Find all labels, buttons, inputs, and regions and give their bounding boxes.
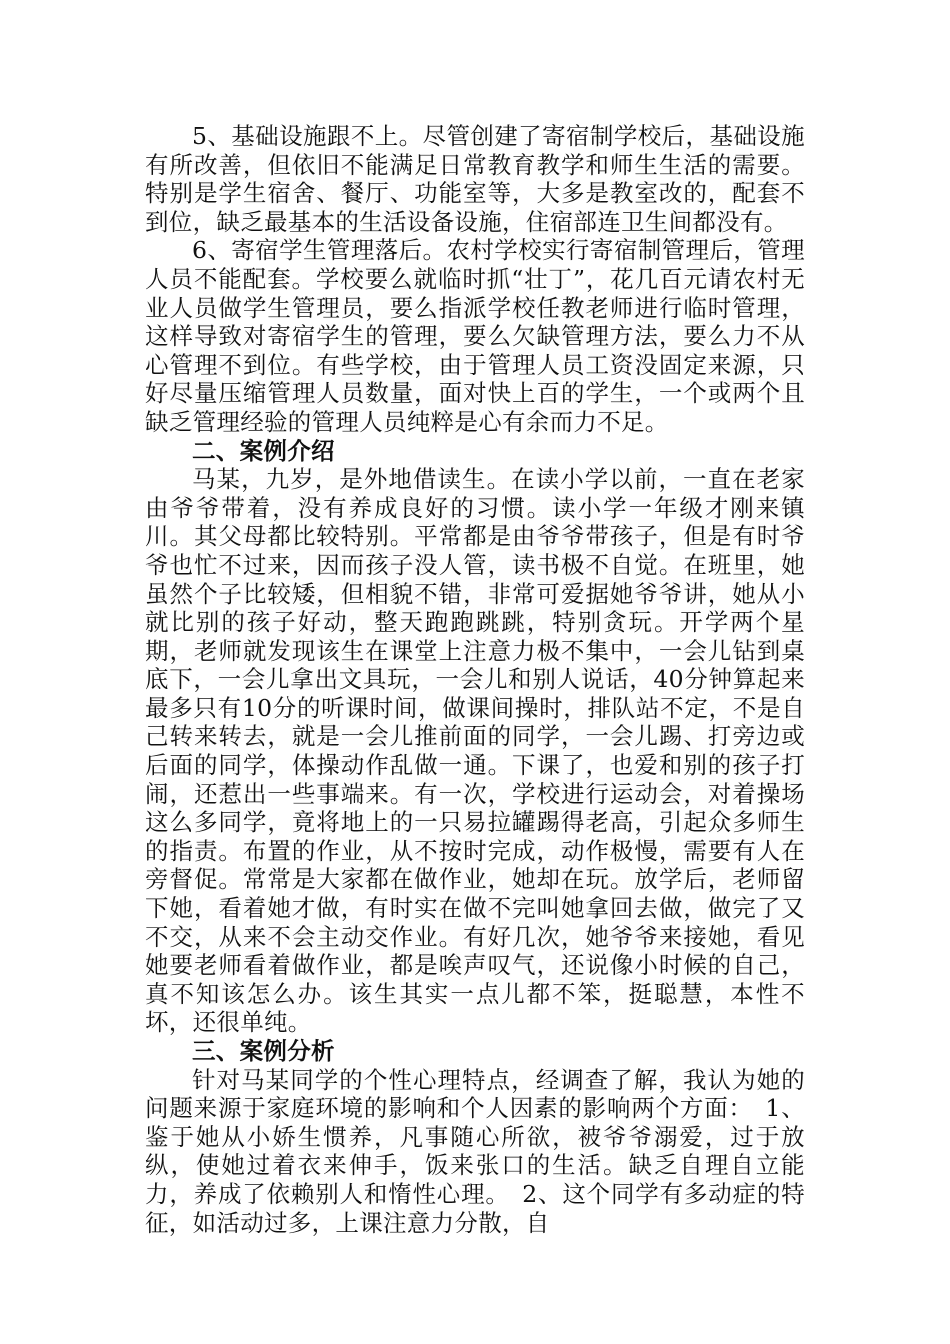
document-page: [145, 122, 805, 1237]
section-heading-case-intro: 二、案例介绍: [192, 436, 335, 465]
section-heading-case-analysis: 三、案例分析: [192, 1037, 335, 1065]
paragraph-case-analysis: 针对马某同学的个性心理特点，经调查了解，我认为她的问题来源于家庭环境的影响和个人因素的影响两个方面： 1、鉴于她从小娇生惯养，凡事随心所欲，被爷爷溺爱，过于放纵，使她过着衣来伸手，饭来张口的生活。缺乏自理自立能力，养成了依赖别人和惰性心理。 2、这个同学有多动症的特征，如活动过多，上课注意力分散，自: [145, 1065, 805, 1237]
paragraph-infrastructure: 5、基础设施跟不上。尽管创建了寄宿制学校后，基础设施有所改善，但依旧不能满足日常教育教学和师生生活的需要。特别是学生宿舍、餐厅、功能室等，大多是教室改的，配套不到位，缺乏最基本的生活设备设施，住宿部连卫生间都没有。: [145, 122, 805, 236]
paragraph-case-description: 马某，九岁，是外地借读生。在读小学以前，一直在老家由爷爷带着，没有养成良好的习惯。读小学一年级才刚来镇川。其父母都比较特别。平常都是由爷爷带孩子，但是有时爷爷也忙不过来，因而孩子没人管，读书极不自觉。在班里，她虽然个子比较矮，但相貌不错，非常可爱据她爷爷讲，她从小就比别的孩子好动，整天跑跑跳跳，特别贪玩。开学两个星期，老师就发现该生在课堂上注意力极不集中，一会儿钻到桌底下，一会儿拿出文具玩，一会儿和别人说话，40分钟算起来最多只有10分的听课时间，做课间操时，排队站不定，不是自己转来转去，就是一会儿推前面的同学，一会儿踢、打旁边或后面的同学，体操动作乱做一通。下课了，也爱和别的孩子打闹，还惹出一些事端来。有一次，学校进行运动会，对着操场这么多同学，竟将地上的一只易拉罐踢得老高，引起众多师生的指责。布置的作业，从不按时完成，动作极慢，需要有人在旁督促。常常是大家都在做作业，她却在玩。放学后，老师留下她，看着她才做，有时实在做不完叫她拿回去做，做完了又不交，从来不会主动交作业。有好几次，她爷爷来接她，看见她要老师看着做作业，都是唉声叹气，还说像小时候的自己，真不知该怎么办。该生其实一点儿都不笨，挺聪慧，本性不坏，还很单纯。: [145, 465, 805, 1037]
paragraph-boarding-management: 6、寄宿学生管理落后。农村学校实行寄宿制管理后，管理人员不能配套。学校要么就临时抓“壮丁”，花几百元请农村无业人员做学生管理员，要么指派学校任教老师进行临时管理，这样导致对寄宿学生的管理，要么欠缺管理方法，要么力不从心管理不到位。有些学校，由于管理人员工资没固定来源，只好尽量压缩管理人员数量，面对快上百的学生，一个或两个且缺乏管理经验的管理人员纯粹是心有余而力不足。: [145, 236, 805, 436]
